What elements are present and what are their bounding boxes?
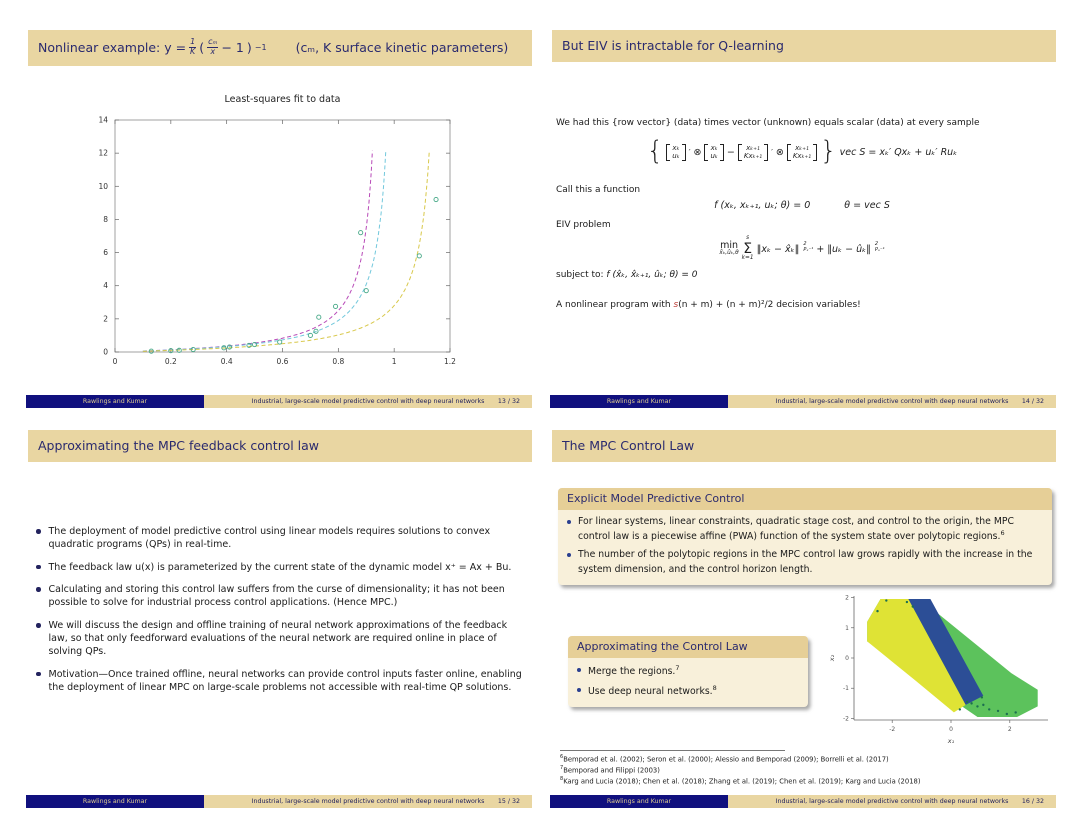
data-point [417, 254, 421, 258]
footer-deck-title-area [204, 395, 532, 408]
norm-sup-sub: 2 Pₓ⁻¹ [803, 241, 814, 253]
data-point [278, 340, 282, 344]
svg-text:4: 4 [103, 281, 108, 291]
slide-title [28, 430, 532, 462]
q-intro-text: We had this {row vector} (data) times vector (unknown) equals scalar (data) at every sample [556, 118, 980, 128]
y-axis-label: x₂ [828, 654, 836, 662]
svg-text:-2: -2 [843, 715, 849, 723]
fit-plot [62, 86, 482, 376]
svg-text:1: 1 [391, 357, 397, 366]
footer-deck-title-area [728, 795, 1056, 808]
region-speckle [982, 704, 984, 706]
footnote-rule [560, 750, 785, 751]
svg-text:2: 2 [103, 314, 108, 324]
vector-xk1-Kxk1: xₖ₊₁ Kxₖ₊₁ [738, 144, 768, 161]
region-speckle [959, 708, 961, 710]
explicit-mpc-block [558, 488, 1052, 585]
plot-title: Least-squares fit to data [224, 94, 341, 105]
region-speckle [976, 705, 978, 707]
summation: s Σ k=1 [741, 235, 754, 261]
footnote: $^7$Bemporad and Filippi (2003) [560, 764, 660, 775]
region-speckle [970, 702, 972, 704]
slide-13 [22, 8, 534, 408]
vector-xk-uk: xₖ uₖ [704, 144, 723, 161]
slide-16 [546, 408, 1058, 808]
data-point [308, 333, 312, 337]
block-bullet: For linear systems, linear constraints, quadratic stage cost, and control to the origin, the MPC control law is a piecewise affine (PWA) function of the system state over polytopic regions.$^6$ [567, 516, 1043, 544]
bullet-item: The deployment of model predictive control using linear models requires solutions to convex quadratic programs (QPs) in real-time. [36, 525, 526, 551]
footer-page-number: 16 / 32 [1021, 798, 1044, 805]
footer [550, 795, 1056, 808]
region-speckle [966, 701, 968, 703]
footnote: $^6$Bemporad et al. (2002); Seron et al. (2000); Alessio and Bemporad (2009); Borrelli et al. (2017) [560, 754, 889, 764]
region-speckle [885, 599, 887, 601]
block-title: Approximating the Control Law [568, 636, 808, 658]
bullet-item: The feedback law u(x) is parameterized by the current state of the dynamic model x⁺ = Ax + Bu. [36, 561, 526, 574]
svg-text:10: 10 [98, 181, 108, 191]
norm-sup-sub: 2 Pᵤ⁻¹ [874, 241, 885, 253]
title-text: The MPC Control Law [562, 438, 695, 453]
data-point [364, 289, 368, 293]
region-plot [826, 588, 1062, 746]
footer-authors: Rawlings and Kumar [550, 395, 728, 408]
footnote-mark: 6 [1000, 528, 1005, 537]
footnotes [560, 750, 1050, 786]
svg-text:2: 2 [845, 594, 849, 602]
bullet-dot [577, 688, 581, 692]
footer-deck-title: Industrial, large-scale model predictive control with deep neural networks [775, 798, 1009, 805]
x-axis-label: x₁ [947, 737, 955, 745]
f-equation: f (xₖ, xₖ₊₁, uₖ; θ) = 0 θ = vec S [714, 200, 890, 211]
slide-title [552, 430, 1056, 462]
data-point [434, 197, 438, 201]
call-function-label: Call this a function [556, 185, 641, 195]
slide-15 [22, 408, 534, 808]
vector-xk1-Kxk1: xₖ₊₁ Kxₖ₊₁ [787, 144, 817, 161]
nlp-summary-line: A nonlinear program with s(n + m) + (n + m)²/2 decision variables! [556, 300, 861, 310]
footer-deck-title-area [204, 795, 532, 808]
footnote-mark: 8 [712, 683, 717, 692]
bullet-dot [567, 520, 571, 524]
region-speckle [997, 710, 999, 712]
footer-page-number: 14 / 32 [1021, 398, 1044, 405]
svg-text:1.2: 1.2 [444, 357, 456, 366]
svg-text:2: 2 [1007, 726, 1012, 733]
slide-title [552, 30, 1056, 62]
data-point [317, 315, 321, 319]
footer-deck-title: Industrial, large-scale model predictive control with deep neural networks [251, 798, 485, 805]
title-text: Nonlinear example: y = [38, 39, 187, 55]
fraction-1-over-K: $\frac{1}{K}$ [190, 37, 196, 56]
svg-text:0.8: 0.8 [332, 357, 345, 366]
bullet-list [36, 525, 526, 704]
bullet-dot [36, 623, 41, 628]
footer-deck-title: Industrial, large-scale model predictive control with deep neural networks [775, 398, 1009, 405]
svg-text:6: 6 [103, 248, 108, 258]
svg-text:8: 8 [103, 214, 108, 224]
footnote-mark: 7 [675, 664, 680, 672]
region-speckle [1006, 713, 1008, 715]
block-bullet: Use deep neural networks.$^8$ [577, 684, 799, 699]
slide-title: Nonlinear example: y = $\frac{1}{K}$ ( $\frac{\text{cₘ}}{x}$ − 1 ) −1 (cₘ, K surface kinetic parameters) [28, 30, 532, 66]
data-point [252, 342, 256, 346]
fit-2 [143, 151, 386, 351]
svg-text:0.6: 0.6 [276, 357, 289, 366]
svg-text:-2: -2 [889, 726, 896, 733]
block-body [558, 510, 1052, 585]
title-text: But EIV is intractable for Q-learning [562, 38, 784, 53]
footer [26, 795, 532, 808]
svg-text:-1: -1 [843, 685, 849, 693]
footer-deck-title: Industrial, large-scale model predictive control with deep neural networks [251, 398, 485, 405]
q-equation: { xₖ uₖ ′ ⊗ xₖ uₖ − xₖ₊₁ Kxₖ₊₁ ′ ⊗ xₖ₊₁ Kxₖ₊₁ } vec S = xₖ′ Qxₖ + uₖ′ Ruₖ [646, 136, 958, 167]
block-bullet: Merge the regions.$^7$ [577, 664, 799, 679]
svg-text:1: 1 [845, 624, 849, 632]
svg-text:0: 0 [949, 726, 953, 733]
data-point [333, 304, 337, 308]
svg-text:0.2: 0.2 [164, 357, 177, 366]
region-speckle [1014, 711, 1016, 713]
block-bullet: The number of the polytopic regions in the MPC control law grows rapidly with the increase in the system dimension, and the control horizon length. [567, 549, 1043, 577]
bullet-dot [36, 672, 41, 677]
region-speckle [981, 696, 983, 698]
bullet-item: We will discuss the design and offline training of neural network approximations of the feedback law, so that only feedforward evaluations of the neural network are required online in place of solving QPs. [36, 619, 526, 658]
footer [26, 395, 532, 408]
block-title: Explicit Model Predictive Control [558, 488, 1052, 510]
eiv-problem-label: EIV problem [556, 220, 611, 230]
subject-to-line: subject to: f (x̂ₖ, x̂ₖ₊₁, ûₖ; θ) = 0 [556, 270, 698, 280]
region-speckle [912, 605, 914, 607]
bullet-dot [577, 668, 581, 672]
bullet-dot [36, 587, 41, 592]
red-variable-s: s [673, 300, 679, 310]
footnote: $^8$Karg and Lucia (2018); Chen et al. (2018); Zhang et al. (2019); Chen et al. (2019); Karg and Lucia (2018) [560, 775, 921, 785]
region-speckle [876, 610, 878, 612]
approx-control-law-block [568, 636, 808, 707]
bullet-item: Motivation—Once trained offline, neural networks can provide control inputs faster online, enabling the deployment of linear MPC on large-scale problems not accessible with real-time QP solutions. [36, 668, 526, 694]
bullet-item: Calculating and storing this control law suffers from the curse of dimensionality; it has not been possible to solve for industrial process control applications. (Hence MPC.) [36, 583, 526, 609]
min-operator: min x̂ₖ,ûₖ,θ [719, 240, 739, 256]
data-point [359, 231, 363, 235]
svg-text:0.4: 0.4 [220, 357, 233, 366]
svg-text:0: 0 [845, 655, 849, 662]
region-speckle [988, 708, 990, 710]
block-body [568, 658, 808, 707]
title-text: Approximating the MPC feedback control law [38, 438, 320, 453]
footer-page-number: 15 / 32 [497, 798, 520, 805]
footer [550, 395, 1056, 408]
bullet-dot [36, 565, 41, 570]
vector-xk-uk: xₖ uₖ [666, 144, 685, 161]
fit-3 [143, 151, 429, 352]
footer-authors: Rawlings and Kumar [26, 795, 204, 808]
fraction-cm-over-x: $\frac{\text{cₘ}}{x}$ [208, 37, 218, 56]
footer-page-number: 13 / 32 [497, 398, 520, 405]
title-note: (cₘ, K surface kinetic parameters) [295, 39, 509, 55]
bullet-dot [567, 553, 571, 557]
footer-authors: Rawlings and Kumar [550, 795, 728, 808]
footer-deck-title-area [728, 395, 1056, 408]
footer-authors: Rawlings and Kumar [26, 395, 204, 408]
eiv-min-equation: min x̂ₖ,ûₖ,θ s Σ k=1 ‖xₖ − x̂ₖ‖ 2 Pₓ⁻¹ + ‖uₖ − ûₖ‖ 2 Pᵤ⁻¹ [719, 235, 885, 261]
bullet-dot [36, 529, 41, 534]
svg-text:12: 12 [98, 148, 108, 158]
svg-text:0: 0 [103, 347, 108, 357]
region-speckle [906, 601, 908, 603]
slide-14 [546, 8, 1058, 408]
svg-text:14: 14 [98, 115, 108, 125]
svg-text:0: 0 [112, 357, 118, 366]
